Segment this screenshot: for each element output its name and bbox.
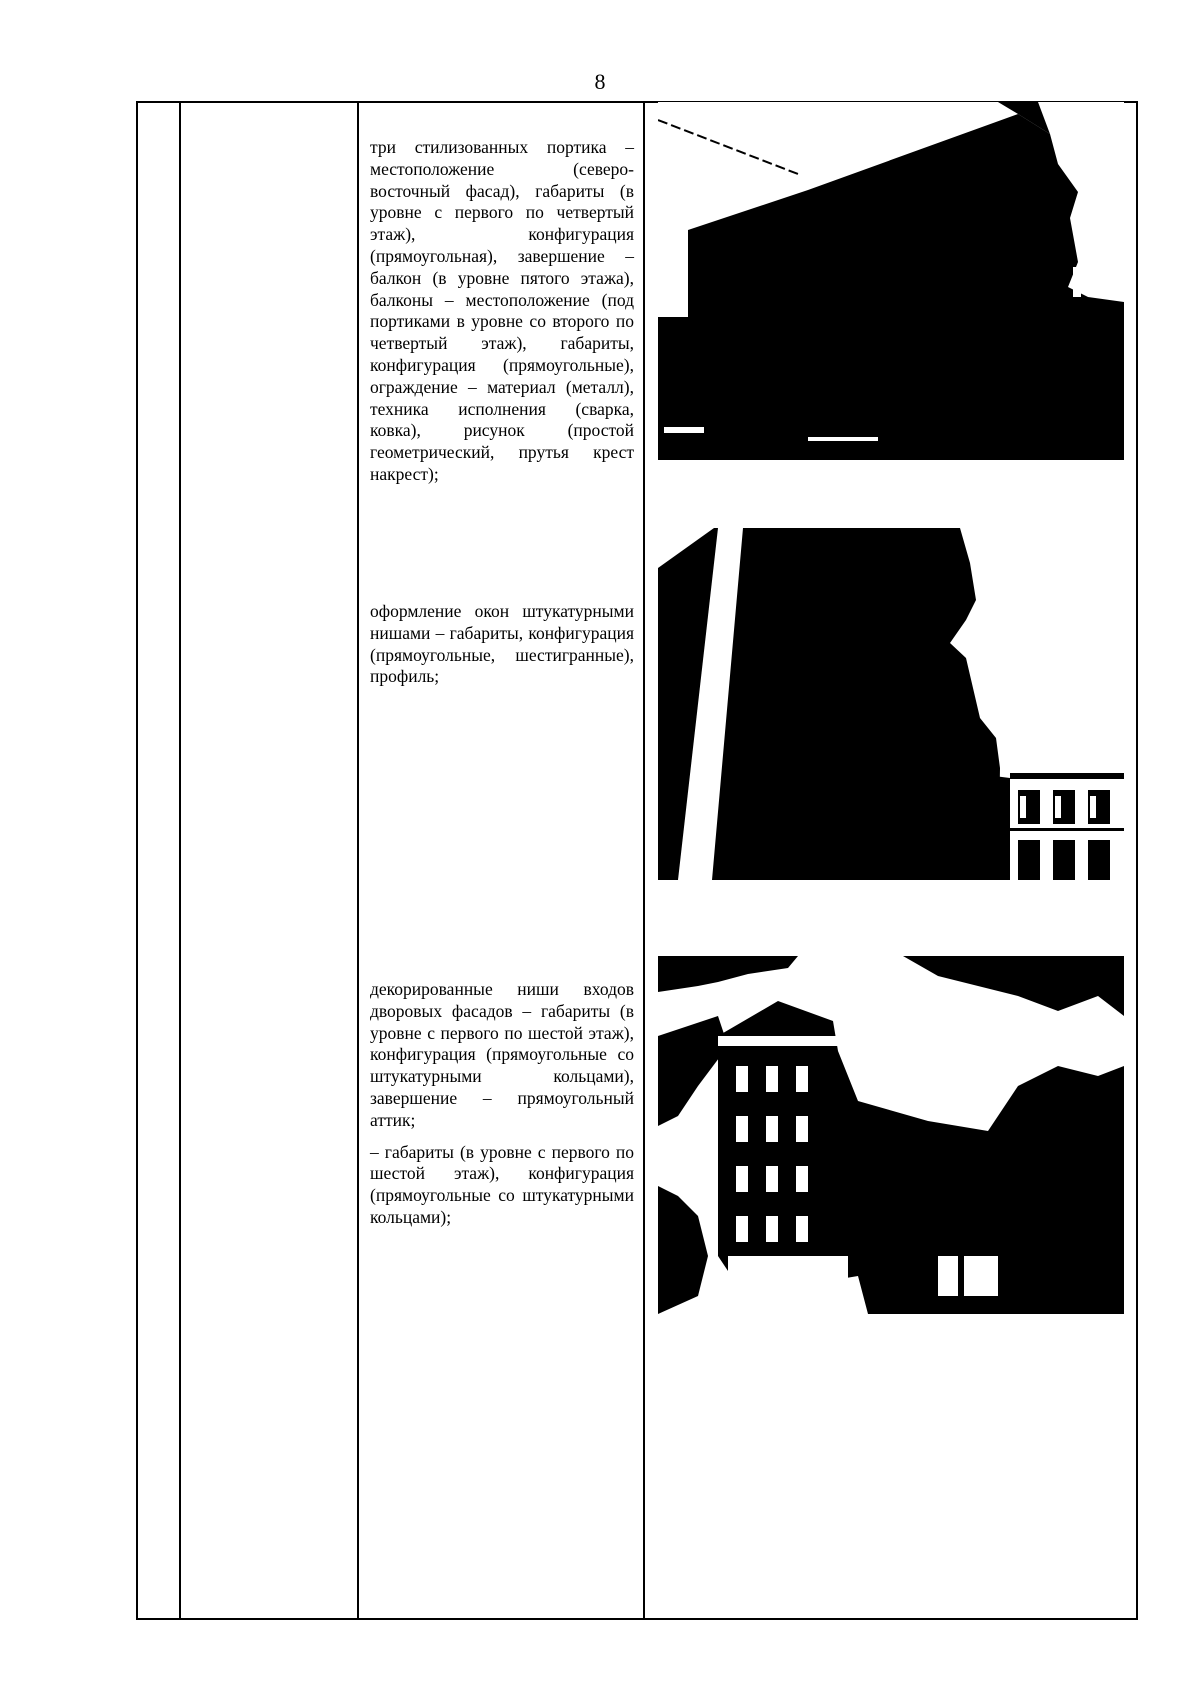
entry-window-niches-text: оформление окон штукатурными нишами – габариты, конфигурация (прямоугольные, шестигранные), профиль; (370, 601, 634, 687)
photo-window-niches-image (658, 528, 1124, 880)
entry-entrance-niches-text-2: – габариты (в уровне с первого по шестой этаж), конфигурация (прямоугольные со штукатурными кольцами); (370, 1141, 634, 1227)
photo-courtyard-facade (658, 956, 1124, 1314)
entry-entrance-niches-text: декорированные ниши входов дворовых фасадов – габариты (в уровне с первого по шестой этаж), конфигурация (прямоугольные со штукатурными кольцами), завершение – прямоугольный аттик; (370, 979, 634, 1130)
page-number: 8 (594, 69, 606, 94)
photo-courtyard-image (658, 956, 1124, 1314)
column-divider-2 (357, 103, 359, 1618)
photo-portico-facade (658, 102, 1124, 460)
column-divider-3 (643, 103, 645, 1618)
photo-portico-facade-image (658, 102, 1124, 460)
entry-porticos-text: три стилизованных портика – местоположение (северо-восточный фасад), габариты (в уровне с первого по четвертый этаж), конфигурация (прямоугольная), завершение – балкон (в уровне пятого этажа), балконы – местоположение (под портиками в уровне со второго по четвертый этаж), габариты, конфигурация (прямоугольные), ограждение – материал (металл), техника исполнения (сварка, ковка), рисунок (простой геометрический, прутья крест накрест); (370, 137, 634, 484)
column-divider-1 (179, 103, 181, 1618)
entry-entrance-niches (370, 979, 634, 1239)
entry-window-niches (370, 601, 634, 698)
entry-porticos (370, 137, 634, 496)
photo-window-niches-wall (658, 528, 1124, 880)
